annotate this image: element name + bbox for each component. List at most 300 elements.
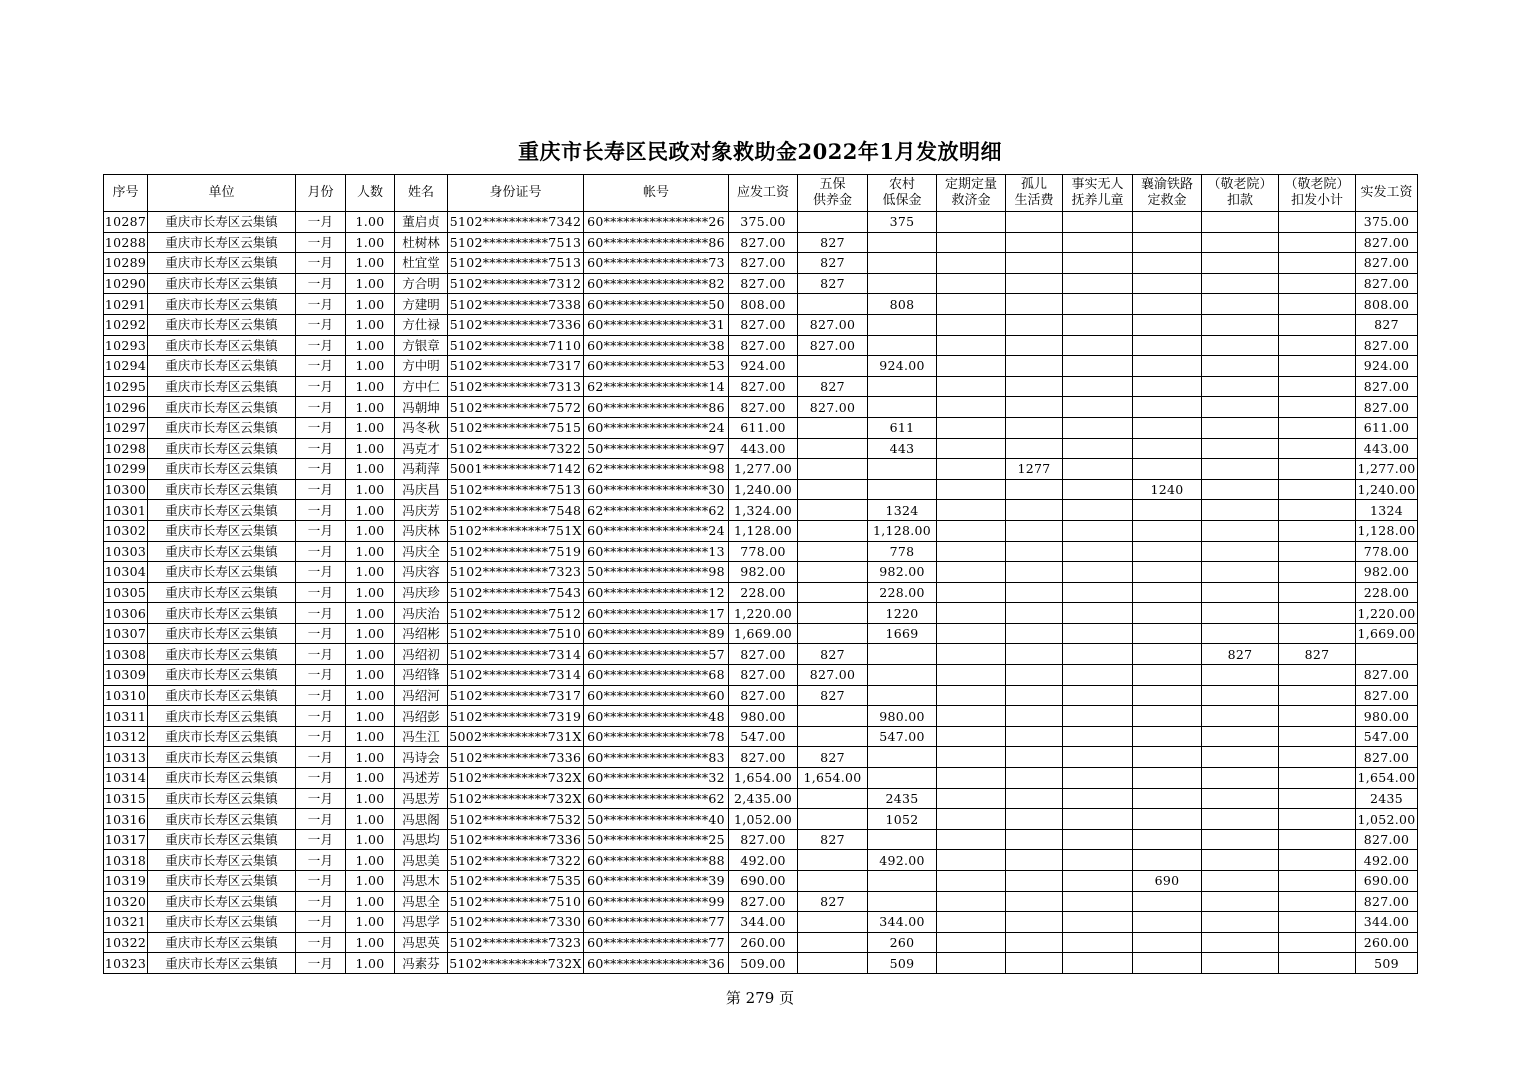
table-cell bbox=[1279, 953, 1356, 974]
table-cell: 60****************99 bbox=[584, 891, 729, 912]
table-cell: 10287 bbox=[104, 212, 148, 233]
table-cell: 690.00 bbox=[1356, 871, 1418, 892]
table-body bbox=[104, 212, 1418, 974]
table-cell bbox=[868, 232, 937, 253]
table-cell bbox=[1133, 273, 1202, 294]
table-cell bbox=[868, 314, 937, 335]
table-cell: 375.00 bbox=[729, 212, 798, 233]
column-header: 帐号 bbox=[584, 175, 729, 212]
table-cell: 827.00 bbox=[729, 314, 798, 335]
table-cell bbox=[1202, 685, 1279, 706]
table-cell: 1,669.00 bbox=[1356, 623, 1418, 644]
table-cell bbox=[868, 479, 937, 500]
table-cell bbox=[1279, 232, 1356, 253]
table-cell bbox=[1006, 314, 1063, 335]
table-cell bbox=[1063, 314, 1133, 335]
table-cell bbox=[1006, 747, 1063, 768]
table-cell: 一月 bbox=[296, 953, 346, 974]
table-row bbox=[104, 273, 1418, 294]
table-cell: 重庆市长寿区云集镇 bbox=[148, 582, 296, 603]
table-cell: 一月 bbox=[296, 665, 346, 686]
table-row bbox=[104, 603, 1418, 624]
table-cell: 10321 bbox=[104, 912, 148, 933]
table-cell: 冯庆治 bbox=[395, 603, 448, 624]
table-cell: 一月 bbox=[296, 459, 346, 480]
table-cell bbox=[1133, 768, 1202, 789]
table-cell: 方银章 bbox=[395, 335, 448, 356]
table-cell bbox=[798, 912, 868, 933]
table-cell: 一月 bbox=[296, 541, 346, 562]
table-cell: 5102**********7314 bbox=[448, 644, 584, 665]
table-row bbox=[104, 726, 1418, 747]
table-cell: 10306 bbox=[104, 603, 148, 624]
column-header: 五保 供养金 bbox=[798, 175, 868, 212]
table-cell: 50****************98 bbox=[584, 562, 729, 583]
table-cell: 827 bbox=[1279, 644, 1356, 665]
table-cell bbox=[1202, 417, 1279, 438]
table-cell: 一月 bbox=[296, 809, 346, 830]
table-cell: 60****************73 bbox=[584, 253, 729, 274]
table-cell: 重庆市长寿区云集镇 bbox=[148, 335, 296, 356]
table-cell: 60****************30 bbox=[584, 479, 729, 500]
table-cell: 冯庆昌 bbox=[395, 479, 448, 500]
table-row bbox=[104, 500, 1418, 521]
table-cell: 一月 bbox=[296, 644, 346, 665]
table-cell: 10290 bbox=[104, 273, 148, 294]
table-cell: 重庆市长寿区云集镇 bbox=[148, 665, 296, 686]
table-cell bbox=[1133, 685, 1202, 706]
table-cell bbox=[1063, 871, 1133, 892]
table-cell bbox=[1133, 335, 1202, 356]
table-cell: 827 bbox=[798, 644, 868, 665]
table-cell: 827 bbox=[798, 829, 868, 850]
table-cell: 5102**********732X bbox=[448, 953, 584, 974]
table-cell: 2435 bbox=[868, 788, 937, 809]
table-cell: 一月 bbox=[296, 212, 346, 233]
table-cell: 一月 bbox=[296, 685, 346, 706]
table-cell bbox=[1202, 397, 1279, 418]
table-cell: 5102**********7323 bbox=[448, 932, 584, 953]
table-cell: 一月 bbox=[296, 562, 346, 583]
table-cell: 827 bbox=[798, 685, 868, 706]
table-cell bbox=[937, 356, 1006, 377]
table-cell: 10308 bbox=[104, 644, 148, 665]
table-cell: 冯诗会 bbox=[395, 747, 448, 768]
table-cell: 50****************25 bbox=[584, 829, 729, 850]
table-cell bbox=[868, 871, 937, 892]
table-cell: 827.00 bbox=[729, 253, 798, 274]
table-cell bbox=[1202, 809, 1279, 830]
table-cell: 980.00 bbox=[868, 706, 937, 727]
table-row bbox=[104, 376, 1418, 397]
table-cell bbox=[1006, 603, 1063, 624]
table-cell: 60****************89 bbox=[584, 623, 729, 644]
column-header: 襄渝铁路 定救金 bbox=[1133, 175, 1202, 212]
table-cell bbox=[1063, 376, 1133, 397]
table-cell bbox=[1006, 541, 1063, 562]
table-cell: 10288 bbox=[104, 232, 148, 253]
column-header: 序号 bbox=[104, 175, 148, 212]
table-cell bbox=[1006, 788, 1063, 809]
table-cell bbox=[1133, 459, 1202, 480]
table-cell: 60****************24 bbox=[584, 520, 729, 541]
table-cell: 一月 bbox=[296, 500, 346, 521]
table-cell bbox=[1279, 356, 1356, 377]
table-cell: 5102**********7322 bbox=[448, 850, 584, 871]
table-cell bbox=[1356, 644, 1418, 665]
table-cell: 重庆市长寿区云集镇 bbox=[148, 541, 296, 562]
table-cell: 5102**********7314 bbox=[448, 665, 584, 686]
table-cell: 1.00 bbox=[346, 314, 395, 335]
table-cell: 1.00 bbox=[346, 335, 395, 356]
table-cell: 1,654.00 bbox=[798, 768, 868, 789]
table-cell: 5102**********7513 bbox=[448, 232, 584, 253]
table-cell bbox=[1202, 603, 1279, 624]
table-cell: 5102**********7548 bbox=[448, 500, 584, 521]
table-cell: 982.00 bbox=[1356, 562, 1418, 583]
table-row bbox=[104, 397, 1418, 418]
table-cell bbox=[1006, 768, 1063, 789]
table-cell: 1.00 bbox=[346, 829, 395, 850]
table-cell bbox=[1279, 397, 1356, 418]
table-cell: 重庆市长寿区云集镇 bbox=[148, 603, 296, 624]
table-cell: 重庆市长寿区云集镇 bbox=[148, 520, 296, 541]
table-cell: 5102**********7338 bbox=[448, 294, 584, 315]
table-row bbox=[104, 335, 1418, 356]
table-cell bbox=[1202, 294, 1279, 315]
table-cell: 重庆市长寿区云集镇 bbox=[148, 273, 296, 294]
table-cell bbox=[1202, 212, 1279, 233]
table-cell bbox=[1279, 891, 1356, 912]
table-cell bbox=[868, 376, 937, 397]
table-cell: 62****************14 bbox=[584, 376, 729, 397]
table-cell: 827.00 bbox=[729, 273, 798, 294]
table-row bbox=[104, 562, 1418, 583]
table-cell bbox=[1279, 829, 1356, 850]
table-cell: 一月 bbox=[296, 479, 346, 500]
table-cell: 228.00 bbox=[1356, 582, 1418, 603]
table-cell bbox=[1202, 438, 1279, 459]
table-cell: 827 bbox=[798, 747, 868, 768]
table-cell: 冯庆全 bbox=[395, 541, 448, 562]
table-cell: 62****************62 bbox=[584, 500, 729, 521]
table-cell bbox=[1063, 685, 1133, 706]
table-cell: 5102**********7336 bbox=[448, 314, 584, 335]
table-cell bbox=[1063, 747, 1133, 768]
table-row bbox=[104, 665, 1418, 686]
table-cell bbox=[937, 438, 1006, 459]
table-cell: 10304 bbox=[104, 562, 148, 583]
table-cell bbox=[1133, 953, 1202, 974]
table-cell bbox=[1006, 582, 1063, 603]
table-cell: 重庆市长寿区云集镇 bbox=[148, 871, 296, 892]
table-cell: 1,654.00 bbox=[1356, 768, 1418, 789]
table-cell: 董启贞 bbox=[395, 212, 448, 233]
table-cell: 重庆市长寿区云集镇 bbox=[148, 397, 296, 418]
table-cell bbox=[798, 953, 868, 974]
table-cell bbox=[1006, 520, 1063, 541]
table-cell: 冯思全 bbox=[395, 891, 448, 912]
table-cell: 一月 bbox=[296, 912, 346, 933]
table-cell bbox=[1202, 253, 1279, 274]
table-cell: 10299 bbox=[104, 459, 148, 480]
table-cell bbox=[937, 397, 1006, 418]
table-cell bbox=[1279, 685, 1356, 706]
table-cell: 10313 bbox=[104, 747, 148, 768]
table-cell: 10315 bbox=[104, 788, 148, 809]
table-cell bbox=[1202, 726, 1279, 747]
table-cell: 60****************86 bbox=[584, 397, 729, 418]
table-cell: 827.00 bbox=[729, 376, 798, 397]
table-cell bbox=[937, 212, 1006, 233]
table-cell: 杜宜堂 bbox=[395, 253, 448, 274]
table-cell bbox=[1133, 294, 1202, 315]
column-header: （敬老院） 扣发小计 bbox=[1279, 175, 1356, 212]
table-cell bbox=[937, 417, 1006, 438]
table-cell: 5102**********7319 bbox=[448, 706, 584, 727]
table-cell: 冯思芳 bbox=[395, 788, 448, 809]
table-cell bbox=[798, 582, 868, 603]
table-cell: 827.00 bbox=[729, 665, 798, 686]
table-cell: 1,128.00 bbox=[868, 520, 937, 541]
table-cell bbox=[1133, 500, 1202, 521]
column-header: 事实无人 抚养儿童 bbox=[1063, 175, 1133, 212]
table-cell: 10317 bbox=[104, 829, 148, 850]
table-cell: 547.00 bbox=[1356, 726, 1418, 747]
table-cell bbox=[1063, 438, 1133, 459]
table-cell: 1240 bbox=[1133, 479, 1202, 500]
table-cell: 5102**********732X bbox=[448, 768, 584, 789]
table-row bbox=[104, 212, 1418, 233]
table-cell bbox=[1063, 953, 1133, 974]
table-cell: 60****************60 bbox=[584, 685, 729, 706]
table-cell bbox=[798, 212, 868, 233]
table-cell: 827.00 bbox=[1356, 829, 1418, 850]
table-cell bbox=[1063, 788, 1133, 809]
table-cell: 一月 bbox=[296, 314, 346, 335]
table-cell bbox=[1279, 665, 1356, 686]
table-cell bbox=[1006, 376, 1063, 397]
table-cell bbox=[798, 356, 868, 377]
table-cell: 冯绍彭 bbox=[395, 706, 448, 727]
table-cell bbox=[1202, 500, 1279, 521]
table-cell: 808.00 bbox=[1356, 294, 1418, 315]
table-cell: 重庆市长寿区云集镇 bbox=[148, 809, 296, 830]
table-cell: 924.00 bbox=[868, 356, 937, 377]
table-cell bbox=[937, 459, 1006, 480]
table-cell: 260 bbox=[868, 932, 937, 953]
table-cell: 827.00 bbox=[729, 644, 798, 665]
table-cell bbox=[1133, 417, 1202, 438]
table-cell: 5102**********751X bbox=[448, 520, 584, 541]
table-cell: 60****************57 bbox=[584, 644, 729, 665]
table-cell bbox=[1202, 520, 1279, 541]
table-cell: 5102**********7317 bbox=[448, 356, 584, 377]
table-cell: 827.00 bbox=[729, 335, 798, 356]
table-row bbox=[104, 809, 1418, 830]
table-cell: 827.00 bbox=[798, 665, 868, 686]
table-cell: 5102**********7532 bbox=[448, 809, 584, 830]
table-cell: 10294 bbox=[104, 356, 148, 377]
table-cell: 827 bbox=[798, 232, 868, 253]
table-cell: 一月 bbox=[296, 232, 346, 253]
table-cell bbox=[1133, 850, 1202, 871]
table-cell: 827 bbox=[1202, 644, 1279, 665]
table-cell: 344.00 bbox=[868, 912, 937, 933]
table-cell bbox=[1279, 788, 1356, 809]
table-cell: 827.00 bbox=[1356, 397, 1418, 418]
table-cell bbox=[937, 747, 1006, 768]
table-cell: 2435 bbox=[1356, 788, 1418, 809]
table-cell bbox=[1279, 747, 1356, 768]
table-cell bbox=[868, 891, 937, 912]
table-row bbox=[104, 253, 1418, 274]
table-cell: 1.00 bbox=[346, 953, 395, 974]
table-cell bbox=[1279, 314, 1356, 335]
table-cell bbox=[937, 582, 1006, 603]
table-cell: 冯冬秋 bbox=[395, 417, 448, 438]
table-cell bbox=[1063, 335, 1133, 356]
table-cell bbox=[1133, 541, 1202, 562]
table-cell bbox=[1202, 768, 1279, 789]
table-cell bbox=[1063, 809, 1133, 830]
table-cell bbox=[1279, 623, 1356, 644]
table-cell bbox=[937, 479, 1006, 500]
table-cell bbox=[798, 541, 868, 562]
table-cell bbox=[868, 747, 937, 768]
table-cell: 690 bbox=[1133, 871, 1202, 892]
column-header: 身份证号 bbox=[448, 175, 584, 212]
table-cell: 547.00 bbox=[868, 726, 937, 747]
table-row bbox=[104, 459, 1418, 480]
table-cell: 611 bbox=[868, 417, 937, 438]
table-cell: 冯莉萍 bbox=[395, 459, 448, 480]
table-cell: 方合明 bbox=[395, 273, 448, 294]
table-cell: 60****************68 bbox=[584, 665, 729, 686]
table-cell: 5102**********7336 bbox=[448, 829, 584, 850]
table-cell bbox=[1006, 253, 1063, 274]
table-cell: 827.00 bbox=[729, 829, 798, 850]
table-cell: 60****************82 bbox=[584, 273, 729, 294]
table-cell: 10318 bbox=[104, 850, 148, 871]
table-cell: 10300 bbox=[104, 479, 148, 500]
table-cell: 50****************97 bbox=[584, 438, 729, 459]
table-cell: 10305 bbox=[104, 582, 148, 603]
table-cell bbox=[868, 829, 937, 850]
table-cell: 1.00 bbox=[346, 644, 395, 665]
column-header: 定期定量 救济金 bbox=[937, 175, 1006, 212]
table-cell: 827 bbox=[798, 891, 868, 912]
table-cell bbox=[1006, 871, 1063, 892]
table-cell: 重庆市长寿区云集镇 bbox=[148, 376, 296, 397]
table-cell bbox=[1133, 582, 1202, 603]
table-cell bbox=[1063, 706, 1133, 727]
table-cell: 10297 bbox=[104, 417, 148, 438]
table-cell bbox=[1279, 768, 1356, 789]
table-cell: 10291 bbox=[104, 294, 148, 315]
table-cell bbox=[937, 335, 1006, 356]
table-cell bbox=[1063, 356, 1133, 377]
table-cell bbox=[1279, 500, 1356, 521]
table-cell: 10316 bbox=[104, 809, 148, 830]
table-cell bbox=[1202, 356, 1279, 377]
table-cell bbox=[1202, 665, 1279, 686]
table-cell bbox=[1279, 871, 1356, 892]
table-cell: 10298 bbox=[104, 438, 148, 459]
table-cell: 60****************32 bbox=[584, 768, 729, 789]
table-cell: 重庆市长寿区云集镇 bbox=[148, 891, 296, 912]
table-cell bbox=[1006, 479, 1063, 500]
table-cell: 冯思均 bbox=[395, 829, 448, 850]
table-cell: 375.00 bbox=[1356, 212, 1418, 233]
table-cell: 509 bbox=[868, 953, 937, 974]
table-cell: 924.00 bbox=[1356, 356, 1418, 377]
table-cell: 一月 bbox=[296, 603, 346, 624]
table-cell: 827.00 bbox=[729, 397, 798, 418]
table-cell: 一月 bbox=[296, 582, 346, 603]
table-cell bbox=[798, 562, 868, 583]
table-row bbox=[104, 747, 1418, 768]
table-cell: 60****************78 bbox=[584, 726, 729, 747]
table-cell: 827.00 bbox=[1356, 665, 1418, 686]
table-cell bbox=[1133, 665, 1202, 686]
table-cell: 10307 bbox=[104, 623, 148, 644]
table-cell bbox=[1006, 273, 1063, 294]
table-cell bbox=[1133, 788, 1202, 809]
table-cell: 冯庆珍 bbox=[395, 582, 448, 603]
table-cell: 10302 bbox=[104, 520, 148, 541]
table-cell bbox=[868, 273, 937, 294]
table-header-row bbox=[104, 175, 1418, 212]
table-cell: 重庆市长寿区云集镇 bbox=[148, 212, 296, 233]
table-cell bbox=[1063, 520, 1133, 541]
table-cell: 一月 bbox=[296, 253, 346, 274]
table-cell bbox=[1202, 953, 1279, 974]
table-cell: 冯绍初 bbox=[395, 644, 448, 665]
table-cell bbox=[868, 459, 937, 480]
table-cell: 5102**********7342 bbox=[448, 212, 584, 233]
table-cell: 827.00 bbox=[729, 891, 798, 912]
table-cell: 60****************26 bbox=[584, 212, 729, 233]
table-cell bbox=[1202, 706, 1279, 727]
table-cell: 重庆市长寿区云集镇 bbox=[148, 932, 296, 953]
payment-table bbox=[103, 174, 1418, 974]
table-row bbox=[104, 850, 1418, 871]
table-cell bbox=[1279, 376, 1356, 397]
table-cell: 重庆市长寿区云集镇 bbox=[148, 706, 296, 727]
table-cell: 一月 bbox=[296, 623, 346, 644]
table-cell: 60****************13 bbox=[584, 541, 729, 562]
table-cell: 一月 bbox=[296, 932, 346, 953]
table-cell bbox=[1279, 212, 1356, 233]
table-cell: 10295 bbox=[104, 376, 148, 397]
table-row bbox=[104, 932, 1418, 953]
table-cell: 方建明 bbox=[395, 294, 448, 315]
table-cell bbox=[868, 335, 937, 356]
table-cell: 冯绍河 bbox=[395, 685, 448, 706]
table-cell: 5102**********7510 bbox=[448, 891, 584, 912]
table-cell bbox=[1063, 562, 1133, 583]
table-cell: 60****************39 bbox=[584, 871, 729, 892]
table-cell bbox=[1202, 850, 1279, 871]
table-cell: 1,669.00 bbox=[729, 623, 798, 644]
table-cell: 1.00 bbox=[346, 747, 395, 768]
table-cell bbox=[1063, 294, 1133, 315]
table-cell: 5102**********7515 bbox=[448, 417, 584, 438]
table-cell: 1,324.00 bbox=[729, 500, 798, 521]
table-cell: 60****************36 bbox=[584, 953, 729, 974]
table-cell: 重庆市长寿区云集镇 bbox=[148, 623, 296, 644]
